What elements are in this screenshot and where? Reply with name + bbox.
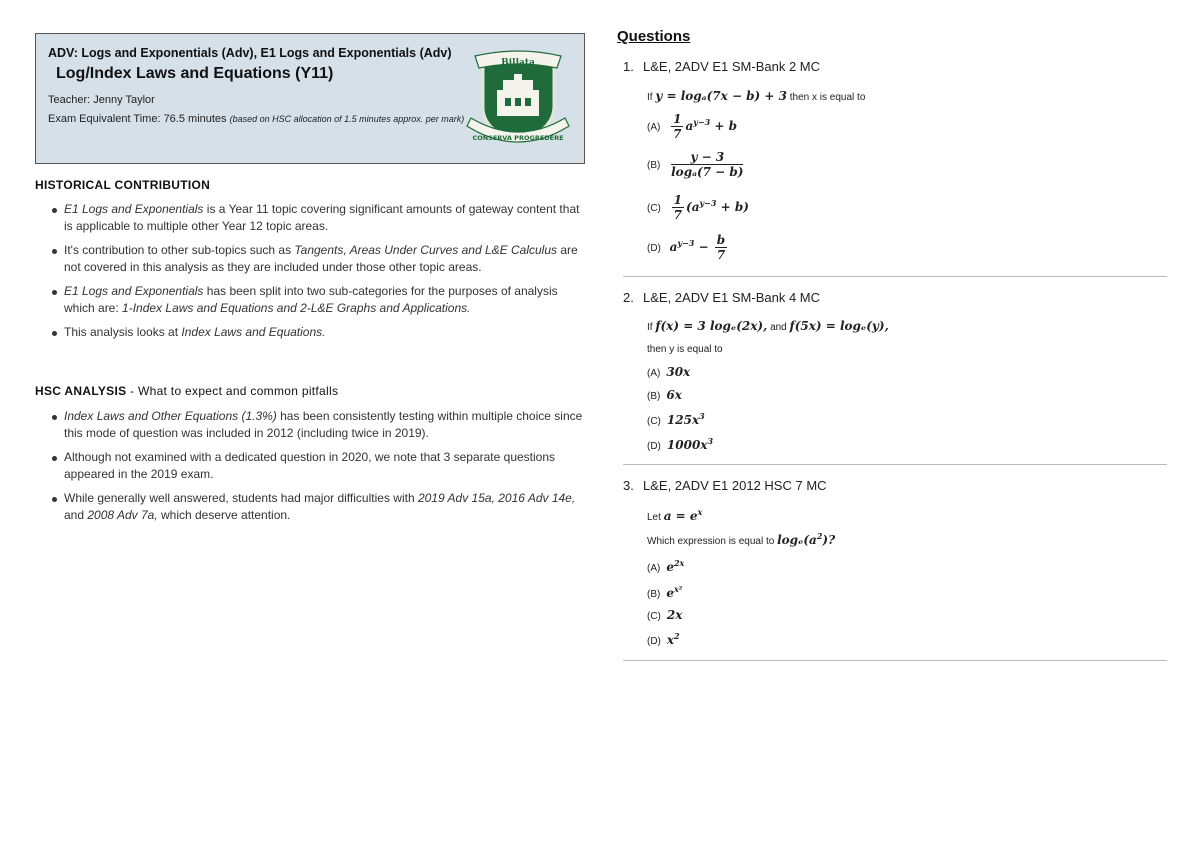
hsc-analysis-list (35, 408, 583, 531)
question-1-option-c: (C) $\frac{1}{7}$ $(a^{y-3} + b)$ (647, 193, 749, 222)
historical-list (35, 201, 583, 348)
header-box (35, 33, 585, 164)
question-divider (623, 660, 1167, 661)
question-1-option-a: (A) $\frac{1}{7}$ $a^{y-3} + b$ (647, 112, 737, 141)
question-3-option-d: (D) $x^2$ (647, 631, 680, 647)
question-1-option-d: (D) $a^{y-3}$ − $\frac{b}{7}$ (647, 233, 726, 262)
question-1-stem: If y = logₐ(7x − b) + 3 then x is equal to (647, 89, 866, 103)
school-crest-logo (461, 48, 576, 152)
list-item: E1 Logs and Exponentials is a Year 11 topic covering significant amounts of gateway content that is applicable to multiple other Year 12 topic areas. (35, 201, 583, 235)
question-2-option-c: (C) $125x^3$ (647, 411, 705, 427)
question-2-option-b: (B) 6x (647, 388, 682, 402)
question-divider (623, 464, 1167, 465)
exam-time-note: (based on HSC allocation of 1.5 minutes approx. per mark) (229, 114, 465, 124)
question-2-stem-line2: then y is equal to (647, 344, 723, 355)
exam-time-label: Exam Equivalent Time: (48, 113, 161, 125)
question-2-option-a: (A) 30x (647, 365, 691, 379)
question-3-option-a: (A) $e^{2x}$ (647, 558, 685, 574)
list-item: While generally well answered, students had major difficulties with 2019 Adv 15a, 2016 Adv 14e, and 2008 Adv 7a, which deserve attention. (35, 490, 583, 524)
question-2-title: 2. L&E, 2ADV E1 SM-Bank 4 MC (623, 290, 821, 305)
question-3-stem: Let $a = e^x$ (647, 507, 703, 523)
question-divider (623, 276, 1167, 277)
list-item: Although not examined with a dedicated question in 2020, we note that 3 separate questions appeared in the 2019 exam. (35, 449, 583, 483)
question-1-title: 1. L&E, 2ADV E1 SM-Bank 2 MC (623, 59, 821, 74)
document-title: Log/Index Laws and Equations (Y11) (56, 65, 334, 82)
logo-motto-text: CONSERVA PROGREDERE (472, 134, 564, 142)
list-item: E1 Logs and Exponentials has been split into two sub-categories for the purposes of analysis which are: 1-Index Laws and Equations and 2-L&E Graphs and Applications. (35, 283, 583, 317)
historical-contribution-heading: HISTORICAL CONTRIBUTION (35, 178, 211, 192)
exam-time-value: 76.5 minutes (163, 113, 227, 125)
list-item: Index Laws and Other Equations (1.3%) has been consistently testing within multiple choice since this mode of question was included in 2012 (including twice in 2019). (35, 408, 583, 442)
teacher-name: Jenny Taylor (93, 94, 155, 106)
list-item: This analysis looks at Index Laws and Equations. (35, 324, 583, 341)
question-1-option-b: (B) $\frac{y - 3}{\text{logₐ(7 − b)}}$ (647, 150, 744, 179)
question-3-stem-line2: Which expression is equal to $\log_e(a^2)$? (647, 531, 836, 547)
list-item: It's contribution to other sub-topics such as Tangents, Areas Under Curves and L&E Calculus are not covered in this analysis as they are included under those other topic areas. (35, 242, 583, 276)
teacher-label: Teacher: (48, 94, 91, 106)
logo-banner-text: Billata (501, 58, 535, 68)
exam-time-line (48, 112, 468, 127)
teacher-line (48, 94, 155, 106)
questions-heading: Questions (617, 28, 691, 45)
question-2-option-d: (D) $1000x^3$ (647, 436, 714, 452)
course-line: ADV: Logs and Exponentials (Adv), E1 Logs and Exponentials (Adv) (48, 46, 452, 60)
question-3-option-b: (B) $e^{x^2}$ (647, 584, 683, 600)
question-3-option-c: (C) 2x (647, 608, 683, 622)
hsc-analysis-heading: HSC ANALYSIS - What to expect and common pitfalls (35, 384, 339, 398)
question-3-title: 3. L&E, 2ADV E1 2012 HSC 7 MC (623, 478, 827, 493)
question-2-stem: If f(x) = 3 logₑ(2x), and f(5x) = logₑ(y), (647, 319, 889, 333)
